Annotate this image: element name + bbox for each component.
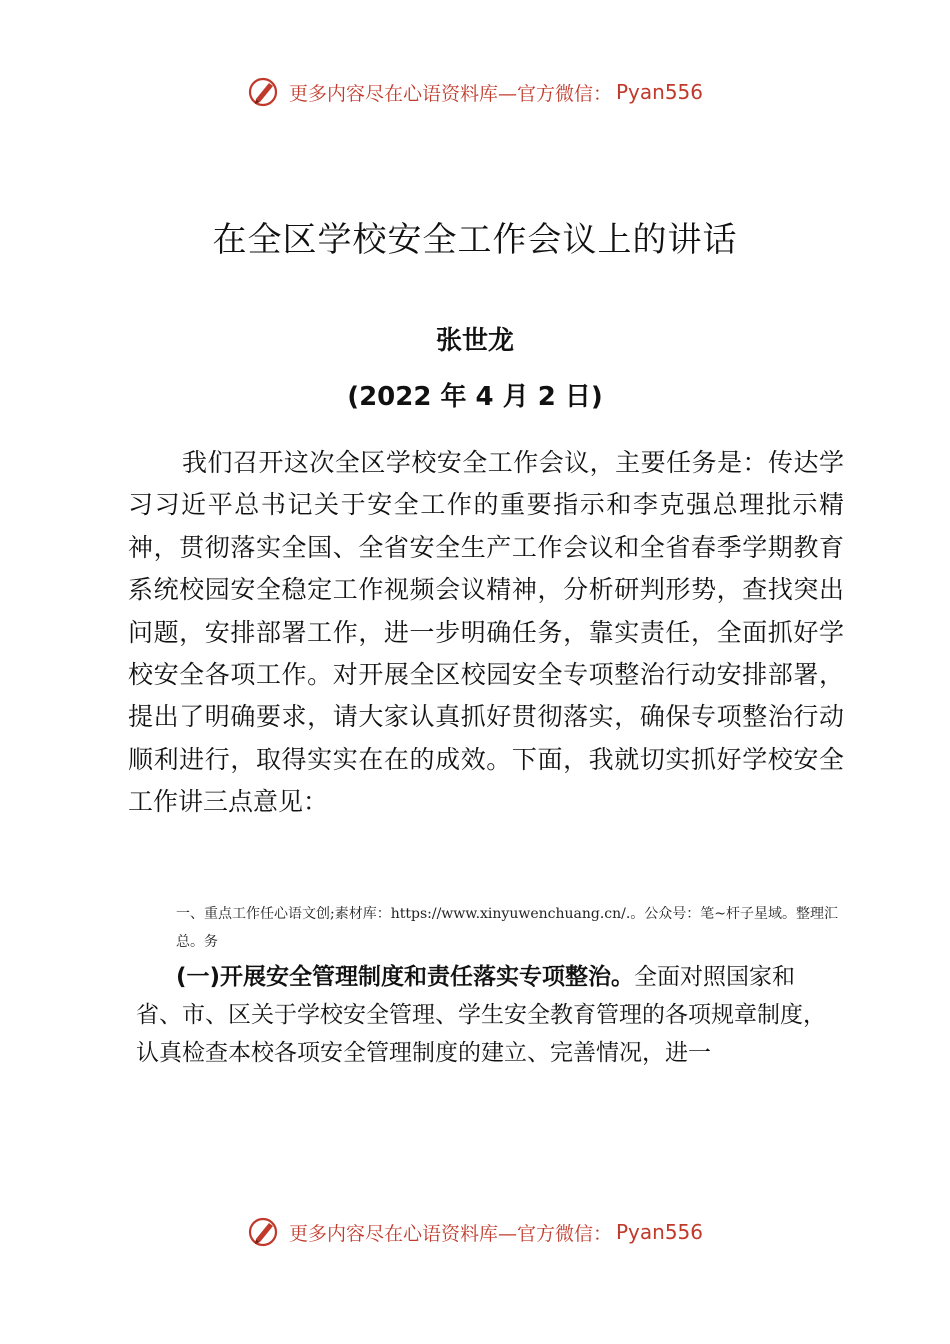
- footer-banner: [0, 1212, 950, 1252]
- banner-text: 更多内容尽在心语资料库—官方微信：: [288, 82, 612, 105]
- banner-wechat-id: Pyan556: [616, 1220, 704, 1244]
- speech-date: (2022 年 4 月 2 日): [347, 382, 603, 412]
- intro-paragraph: 我们召开这次全区学校安全工作会议，主要任务是：传达学习习近平总书记关于安全工作的重要指示和李克强总理批示精神，贯彻落实全国、全省安全生产工作会议和全省春季学期教育系统校园安全稳定工作视频会议精神，分析研判形势，查找突出问题，安排部署工作，进一步明确任务，靠实责任，全面抓好学校安全各项工作。对开展全区校园安全专项整治行动安排部署，提出了明确要求，请大家认真抓好贯彻落实，确保专项整治行动顺利进行，取得实实在在的成效。下面，我就切实抓好学校安全工作讲三点意见：: [128, 448, 844, 817]
- banner-wechat-id: Pyan556: [616, 80, 704, 104]
- pen-logo-icon: [247, 1215, 281, 1249]
- author-name: 张世龙: [435, 326, 514, 356]
- section-paragraph: [136, 958, 836, 1072]
- document-title: 在全区学校安全工作会议上的讲话: [212, 220, 738, 260]
- section-text: 全面对照国家和省、市、区关于学校安全管理、学生安全教育管理的各项规章制度，认真检查本校各项安全管理制度的建立、完善情况，进一: [136, 964, 826, 1066]
- pen-logo-icon: [247, 75, 281, 109]
- source-note: 一、重点工作任心语文创;素材库：https://www.xinyuwenchuang.cn/.。公众号：笔~杆子星域。整理汇总。务: [176, 906, 839, 950]
- banner-text: 更多内容尽在心语资料库—官方微信：: [288, 1222, 612, 1245]
- section-heading: (一)开展安全管理制度和责任落实专项整治。: [176, 964, 635, 990]
- header-banner: [0, 72, 950, 112]
